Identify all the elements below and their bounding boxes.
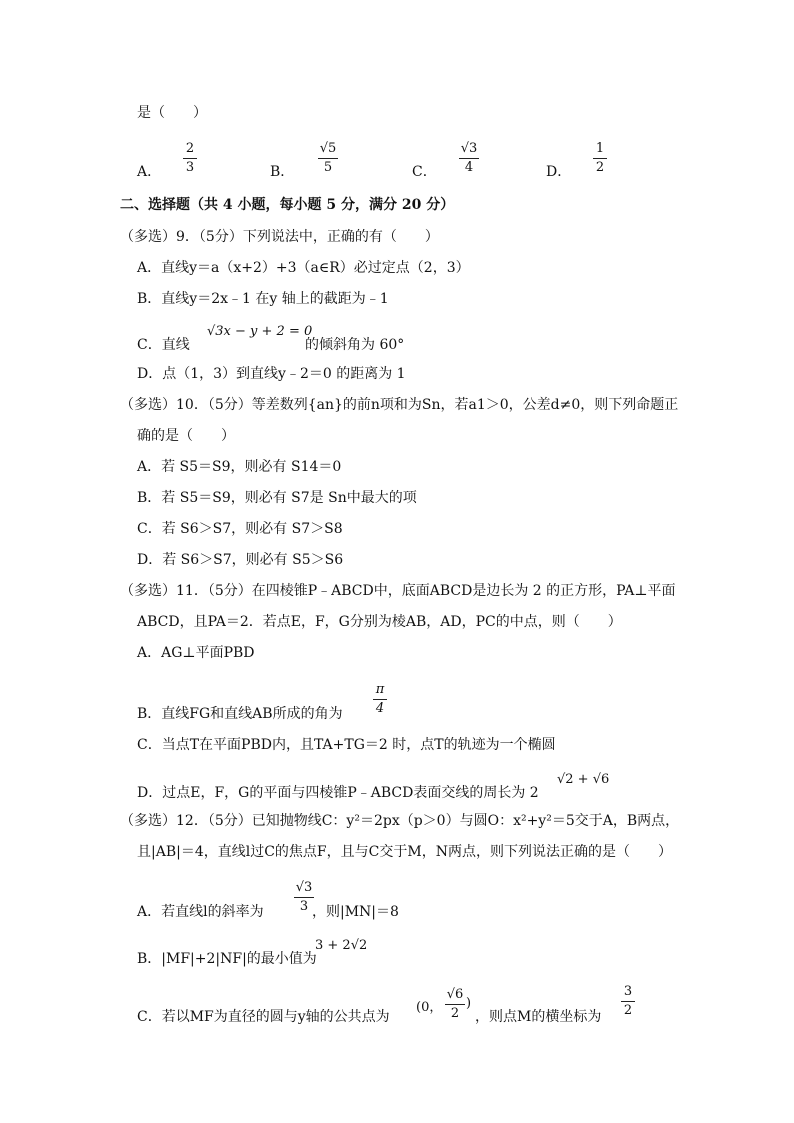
numerator: 1 <box>595 141 605 156</box>
q10-option-a: A．若 S5＝S9，则必有 S14＝0 <box>137 459 342 475</box>
q12-option-c-point-close: ) <box>466 996 472 1011</box>
q8-option-d-fraction <box>593 141 607 176</box>
numerator: √6 <box>446 987 464 1002</box>
denominator: 3 <box>185 160 195 175</box>
q8-option-b-label: B． <box>270 164 295 180</box>
q9-option-c-prefix: C．直线 <box>137 337 190 353</box>
q9-option-c-suffix: 的倾斜角为 60° <box>305 337 405 353</box>
q12-option-a-suffix: ，则|MN|＝8 <box>312 904 399 920</box>
q12-option-b-prefix: B．|MF|+2|NF|的最小值为 <box>137 951 317 967</box>
denominator: 3 <box>299 899 309 914</box>
q12-option-c-point-fraction <box>445 987 465 1022</box>
q11-stem-line1: （多选）11．（5分）在四棱锥P﹣ABCD中，底面ABCD是边长为 2 的正方形，PA⊥平面 <box>120 583 676 599</box>
q11-option-c: C．当点T在平面PBD内，且TA+TG＝2 时，点T的轨迹为一个椭圆 <box>137 737 556 753</box>
q8-option-a-fraction <box>183 141 197 176</box>
q11-option-b-fraction <box>373 682 387 717</box>
q10-stem-line1: （多选）10．（5分）等差数列{an}的前n项和为Sn，若a1＞0，公差d≠0，则下列命题正 <box>120 397 679 413</box>
q11-stem-line2: ABCD，且PA＝2．若点E，F，G分别为棱AB，AD，PC的中点，则（ ） <box>137 614 622 630</box>
q12-option-c-fraction <box>621 984 635 1019</box>
q12-stem-line1: （多选）12．（5分）已知抛物线C：y²＝2px（p＞0）与圆O：x²+y²＝5交于A，B两点， <box>120 813 680 829</box>
q11-option-d-expression: √2 + √6 <box>557 772 610 787</box>
q10-stem-line2: 确的是（ ） <box>137 428 235 444</box>
q10-option-b: B．若 S5＝S9，则必有 S7是 Sn中最大的项 <box>137 490 417 506</box>
q9-option-a: A．直线y＝a（x+2）+3（a∈R）必过定点（2，3） <box>137 260 470 276</box>
q11-option-b-prefix: B．直线FG和直线AB所成的角为 <box>137 706 343 722</box>
q11-option-d-prefix: D．过点E，F，G的平面与四棱锥P﹣ABCD表面交线的周长为 2 <box>137 785 539 801</box>
q8-stem-tail: 是（ ） <box>137 105 207 121</box>
q12-option-b-expression: 3 + 2√2 <box>315 938 368 953</box>
numerator: √3 <box>460 141 478 156</box>
numerator: π <box>375 682 385 697</box>
q8-option-d-label: D． <box>546 164 572 180</box>
q12-option-a-fraction <box>294 880 314 915</box>
q12-option-c-middle: ，则点M的横坐标为 <box>475 1009 602 1025</box>
q12-option-c-prefix: C．若以MF为直径的圆与y轴的公共点为 <box>137 1009 390 1025</box>
q8-option-c-fraction <box>459 141 479 176</box>
section-heading: 二、选择题（共 4 小题，每小题 5 分，满分 20 分） <box>120 197 455 213</box>
numerator: √5 <box>319 141 337 156</box>
denominator: 4 <box>464 160 474 175</box>
denominator: 2 <box>623 1003 633 1018</box>
q12-option-a-prefix: A．若直线l的斜率为 <box>137 904 264 920</box>
numerator: 3 <box>623 984 633 999</box>
denominator: 5 <box>323 160 333 175</box>
denominator: 4 <box>375 701 385 716</box>
q9-stem: （多选）9．（5分）下列说法中，正确的有（ ） <box>120 229 439 245</box>
denominator: 2 <box>450 1006 460 1021</box>
numerator: √3 <box>295 880 313 895</box>
denominator: 2 <box>595 160 605 175</box>
q11-option-a: A．AG⊥平面PBD <box>137 645 255 661</box>
q8-option-b-fraction <box>318 141 338 176</box>
q10-option-c: C．若 S6＞S7，则必有 S7＞S8 <box>137 521 343 537</box>
q10-option-d: D．若 S6＞S7，则必有 S5＞S6 <box>137 552 344 568</box>
q9-option-c-equation: √3x − y + 2 = 0 <box>207 324 313 339</box>
q8-option-a-label: A． <box>137 164 162 180</box>
q9-option-b: B．直线y＝2x﹣1 在y 轴上的截距为﹣1 <box>137 291 389 307</box>
q12-option-c-point-open: (0， <box>416 1000 443 1015</box>
q12-stem-line2: 且|AB|＝4，直线l过C的焦点F，且与C交于M，N两点，则下列说法正确的是（ ） <box>137 844 672 860</box>
q8-option-c-label: C． <box>412 164 437 180</box>
q9-option-d: D．点（1，3）到直线y﹣2＝0 的距离为 1 <box>137 366 406 382</box>
numerator: 2 <box>185 141 195 156</box>
